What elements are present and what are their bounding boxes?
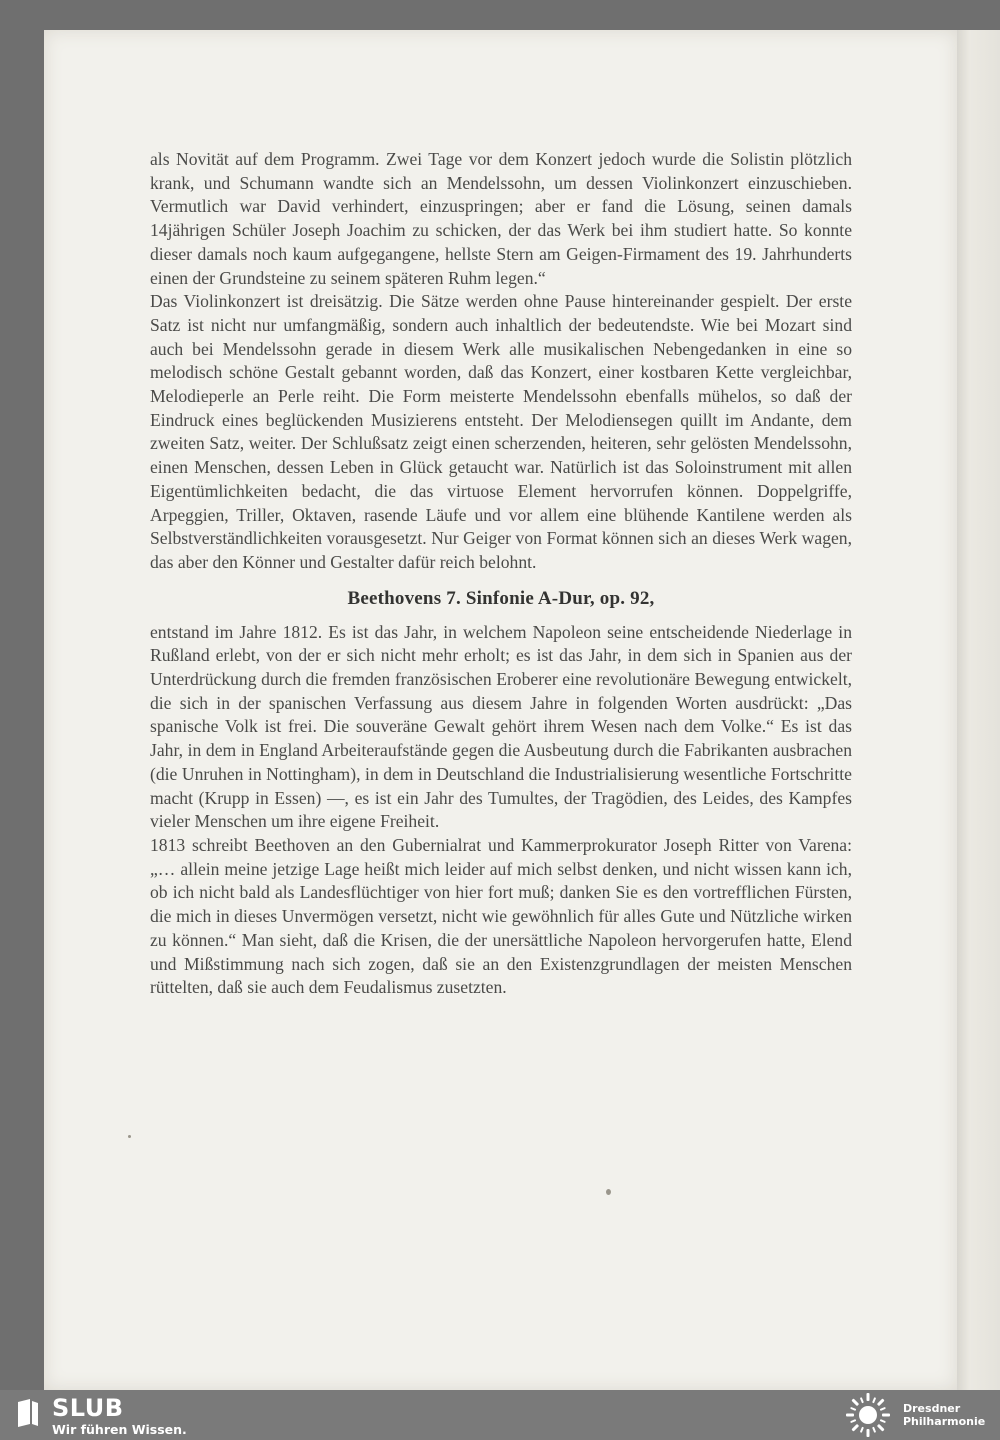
next-page-edge bbox=[957, 30, 1000, 1390]
section-heading: Beethovens 7. Sinfonie A-Dur, op. 92, bbox=[347, 587, 655, 609]
slub-tagline: Wir führen Wissen. bbox=[52, 1422, 187, 1437]
philharmonie-sunburst-icon[interactable] bbox=[842, 1392, 894, 1438]
slub-book-icon bbox=[16, 1398, 40, 1428]
paragraph-2: Das Violinkonzert ist dreisätzig. Die Sätze werden ohne Pause hintereinander gespielt. Der erste Satz ist nicht nur umfangmäßig, sondern auch inhaltlich der bedeutendste. Wie bei Mozart sind auch bei Mendelssohn gerade in diesem Werk alle musikalischen Nebengedanken in eine so melodisch schöne Gestalt gebannt worden, daß das Konzert, einer kostbaren Kette vergleichbar, Melodieperle an Perle reiht. Die Form meisterte Mendelssohn ebenfalls mühelos, so daß der Eindruck eines beglückenden Musizierens entsteht. Der Melodiensegen quillt im Andante, dem zweiten Satz, weiter. Der Schlußsatz zeigt einen scherzenden, heiteren, sehr gelösten Mendelssohn, einen Menschen, dessen Leben in Glück getaucht war. Natürlich ist das Soloinstrument mit allen Eigentümlichkeiten bedacht, die das virtuose Element hervorrufen können. Doppelgriffe, Arpeggien, Triller, Oktaven, rasende Läufe und vor allem eine blühende Kantilene werden als Selbstverständlichkeiten vorausgesetzt. Nur Geiger von Format können sich an dieses Werk wagen, das aber den Könner und Gestalter dafür reich belohnt. bbox=[150, 291, 852, 572]
slub-brand[interactable]: SLUB bbox=[52, 1394, 124, 1422]
philharmonie-brand-line2: Philharmonie bbox=[903, 1415, 986, 1428]
paper-speck bbox=[606, 1189, 611, 1195]
paragraph-1: als Novität auf dem Programm. Zwei Tage vor dem Konzert jedoch wurde die Solistin plötzlich krank, und Schumann wandte sich an Mendelssohn, um dessen Violinkonzert einzuschieben. Vermutlich war David verhindert, einzuspringen; aber er fand die Lösung, seinen damals 14jährigen Schüler Joseph Joachim zu schicken, der das Werk bei ihm studiert hatte. So konnte dieser damals noch kaum aufgegangene, hellste Stern am Geigen-Firmament des 19. Jahrhunderts einen der Grundsteine zu seinem späteren Ruhm legen.“ bbox=[150, 149, 852, 288]
footer-bar bbox=[0, 1390, 1000, 1440]
paragraph-3: entstand im Jahre 1812. Es ist das Jahr, in welchem Napoleon seine entscheidende Niederlage in Rußland erlebt, von der er sich nicht mehr erholt; es ist das Jahr, in dem sich in Spanien aus der Unterdrückung durch die fremden französischen Eroberer eine revolutionäre Bewegung entwickelt, die sich in der spanischen Verfassung aus diesem Jahre in folgenden Worten ausdrückt: „Das spanische Volk ist frei. Die souveräne Gewalt gehört ihrem Wesen nach dem Volke.“ Es ist das Jahr, in dem in England Arbeiteraufstände gegen die Ausbeutung durch die Fabrikanten ausbrachen (die Unruhen in Nottingham), in dem in Deutschland die Industrialisierung wesentliche Fortschritte macht (Krupp in Essen) —, es ist ein Jahr des Tumultes, der Tragödien, des Leides, des Kampfes vieler Menschen um ihre eigene Freiheit. bbox=[150, 621, 852, 832]
philharmonie-brand[interactable] bbox=[903, 1402, 985, 1428]
paper-speck bbox=[128, 1135, 131, 1138]
paragraph-4: 1813 schreibt Beethoven an den Gubernialrat und Kammerprokurator Joseph Ritter von Varena: „… allein meine jetzige Lage heißt mich leider auf mich selbst denken, und nicht wissen kann ich, ob ich nicht bald als Landesflüchtiger von hier fort muß; danken Sie es den vortrefflichen Fürsten, die mich in dieses Unvermögen versetzt, nicht wie gewöhnlich für alles Gute und Nützliche wirken zu können.“ Man sieht, daß die Krisen, die der unersättliche Napoleon hervorgerufen hatte, Elend und Mißstimmung nach sich zogen, daß sie an den Existenzgrundlagen der meisten Menschen rüttelten, daß sie auch dem Feudalismus zusetzten. bbox=[150, 834, 852, 998]
document-body bbox=[150, 148, 852, 1000]
philharmonie-brand-line1: Dresdner bbox=[903, 1402, 961, 1415]
